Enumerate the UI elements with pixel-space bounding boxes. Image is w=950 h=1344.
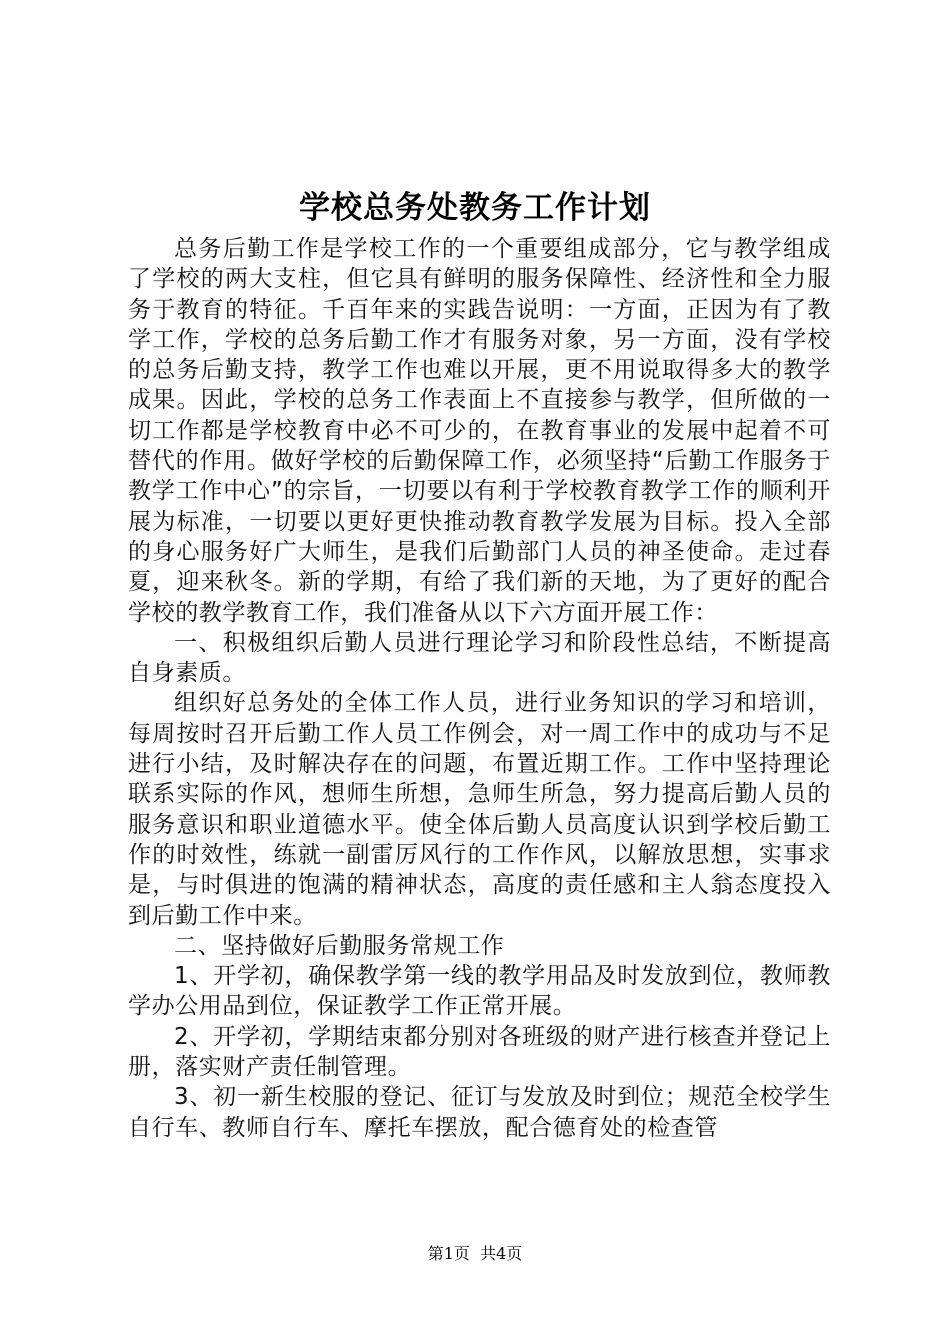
paragraph-item-1: 1、开学初，确保教学第一线的教学用品及时发放到位，教师教学办公用品到位，保证教学工作正常开展。 [128,963,831,1020]
paragraph-section-1-heading: 一、积极组织后勤人员进行理论学习和阶段性总结，不断提高自身素质。 [128,629,831,687]
paragraph-item-3: 3、初一新生校服的登记、征订与发放及时到位；规范全校学生自行车、教师自行车、摩托车摆放，配合德育处的检查管 [128,1084,831,1141]
paragraph-section-2-heading: 二、坚持做好后勤服务常规工作 [174,932,505,959]
paragraph-intro: 总务后勤工作是学校工作的一个重要组成部分，它与教学组成了学校的两大支柱，但它具有鲜明的服务保障性、经济性和全力服务于教育的特征。千百年来的实践告说明：一方面，正因为有了教学工作，学校的总务后勤工作才有服务对象，另一方面，没有学校的总务后勤支持，教学工作也难以开展，更不用说取得多大的教学成果。因此，学校的总务工作表面上不直接参与教学，但所做的一切工作都是学校教育中必不可少的，在教育事业的发展中起着不可替代的作用。做好学校的后勤保障工作，必须坚持“后勤工作服务于教学工作中心”的宗旨，一切要以有利于学校教育教学工作的顺利开展为标准，一切要以更好更快推动教育教学发展为目标。投入全部的身心服务好广大师生，是我们后勤部门人员的神圣使命。走过春夏，迎来秋冬。新的学期，有给了我们新的天地，为了更好的配合学校的教学教育工作，我们准备从以下六方面开展工作： [128,236,831,626]
page-number: 第1页 [427,1244,470,1263]
page-footer [0,1244,950,1264]
document-body [128,234,831,1143]
paragraph-item-2: 2、开学初，学期结束都分别对各班级的财产进行核查并登记上册，落实财产责任制管理。 [128,1023,831,1081]
page-total: 共4页 [480,1244,523,1263]
document-title: 学校总务处教务工作计划 [299,190,651,226]
paragraph-section-1-body: 组织好总务处的全体工作人员，进行业务知识的学习和培训，每周按时召开后勤工作人员工作例会，对一周工作中的成功与不足进行小结，及时解决存在的问题，布置近期工作。工作中坚持理论联系实际的作风，想师生所想，急师生所急，努力提高后勤人员的服务意识和职业道德水平。使全体后勤人员高度认识到学校后勤工作的时效性，练就一副雷厉风行的工作作风，以解放思想，实事求是，与时俱进的饱满的精神状态，高度的责任感和主人翁态度投入到后勤工作中来。 [128,690,831,929]
